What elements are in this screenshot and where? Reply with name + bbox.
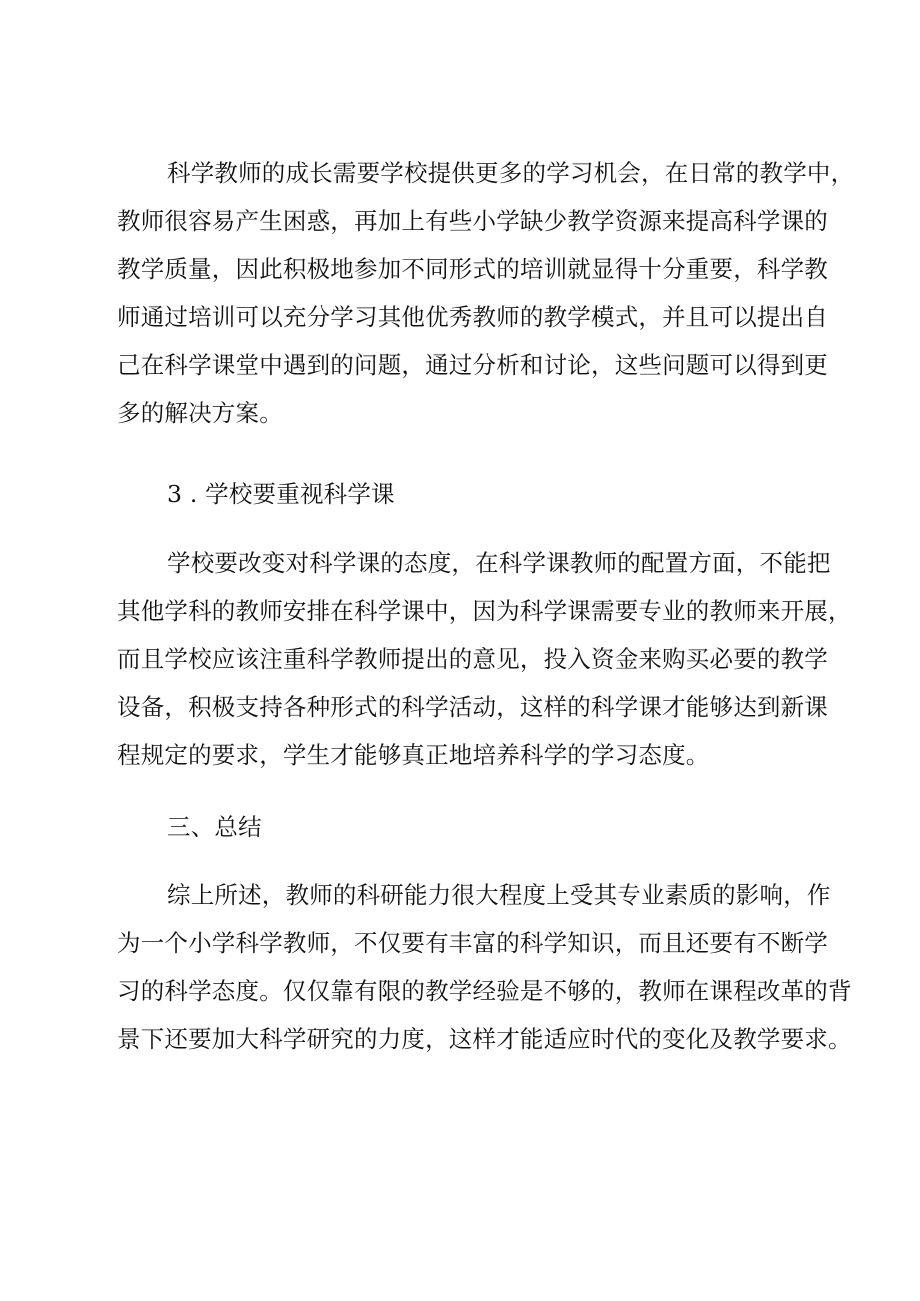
section-heading-school-value-science: 3 . 学校要重视科学课: [167, 480, 395, 508]
paragraph-line: 师通过培训可以充分学习其他优秀教师的教学模式，并且可以提出自: [117, 303, 828, 331]
paragraph-line: 综上所述，教师的科研能力很大程度上受其专业素质的影响，作: [167, 881, 831, 909]
paragraph-line: 科学教师的成长需要学校提供更多的学习机会，在日常的教学中，: [167, 159, 855, 187]
paragraph-line: 程规定的要求，学生才能够真正地培养科学的学习态度。: [117, 741, 710, 769]
paragraph-line: 而且学校应该注重科学教师提出的意见，投入资金来购买必要的教学: [117, 645, 828, 673]
paragraph-line: 教学质量，因此积极地参加不同形式的培训就显得十分重要，科学教: [117, 255, 828, 283]
paragraph-line: 教师很容易产生困惑，再加上有些小学缺少教学资源来提高科学课的: [117, 207, 828, 235]
paragraph-line: 己在科学课堂中遇到的问题，通过分析和讨论，这些问题可以得到更: [117, 351, 828, 379]
paragraph-line: 为一个小学科学教师，不仅要有丰富的科学知识，而且还要有不断学: [117, 929, 828, 957]
paragraph-line: 多的解决方案。: [117, 399, 283, 427]
paragraph-line: 景下还要加大科学研究的力度，这样才能适应时代的变化及教学要求。: [117, 1025, 852, 1053]
paragraph-line: 学校要改变对科学课的态度，在科学课教师的配置方面，不能把: [167, 549, 831, 577]
paragraph-line: 设备，积极支持各种形式的科学活动，这样的科学课才能够达到新课: [117, 693, 828, 721]
paragraph-line: 习的科学态度。仅仅靠有限的教学经验是不够的，教师在课程改革的背: [117, 977, 852, 1005]
section-heading-summary: 三、总结: [167, 813, 262, 841]
paragraph-line: 其他学科的教师安排在科学课中，因为科学课需要专业的教师来开展，: [117, 597, 852, 625]
